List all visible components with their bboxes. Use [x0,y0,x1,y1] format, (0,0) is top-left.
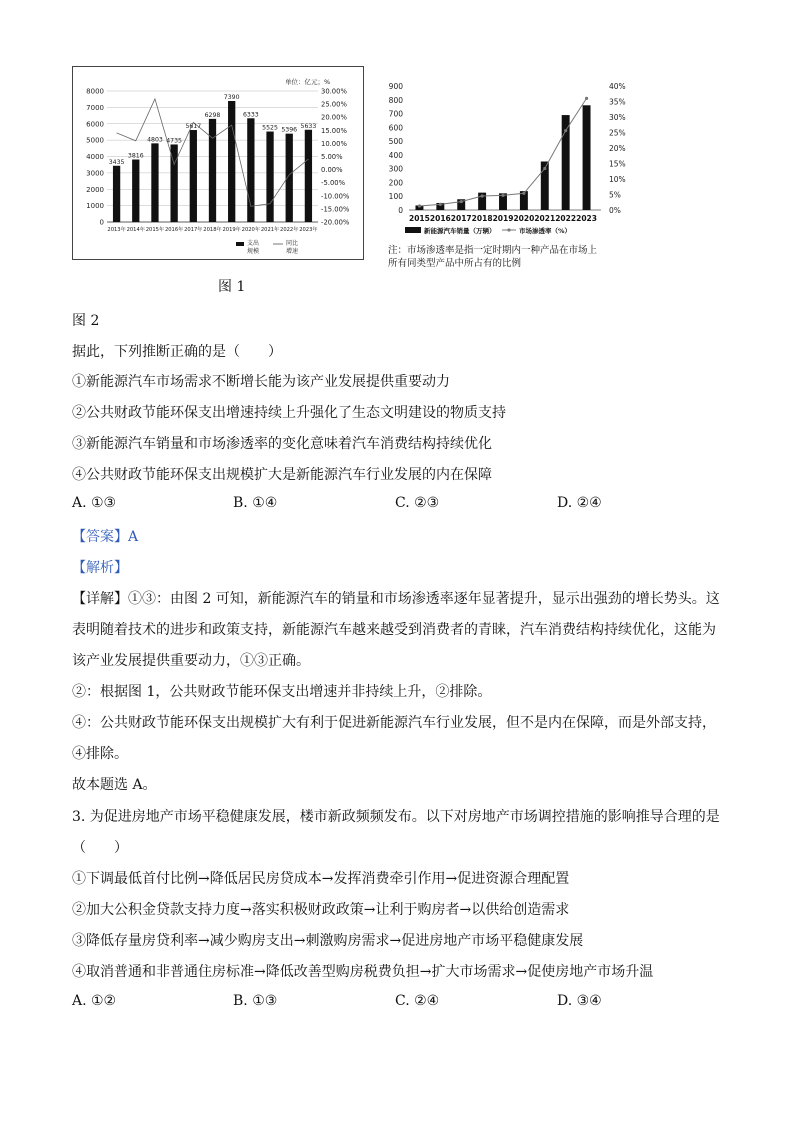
chart-1-x-tick: 2017年 [184,227,203,233]
chart-2-penetration-point [585,97,588,100]
q3-option-a: A. ①② [72,993,117,1009]
chart-2-penetration-point [439,203,442,206]
chart-1-y-right-tick: -5.00% [321,179,346,188]
chart-1-x-tick: 2013年 [107,227,126,233]
chart-2-y-left-tick: 600 [388,123,403,133]
chart-1-y-left-tick: 5000 [86,136,104,145]
chart-2-y-right-tick: 10% [609,175,626,184]
figure-1-caption: 图 1 [218,279,246,295]
chart-1-x-tick: 2022年 [280,227,299,233]
conclusion: 故本题选 A。 [72,777,157,793]
chart-1-bar [286,134,293,222]
chart-1-y-left-tick: 7000 [86,103,104,112]
q3-statement-1: ①下调最低首付比例→降低居民房贷成本→发挥消费牵引作用→促进资源合理配置 [72,871,570,887]
legend-bar-label-1: 支出 [247,240,260,247]
legend-line-label-2: 增速 [286,248,299,255]
chart-2-y-left-tick: 0 [398,206,403,215]
statement-2: ②公共财政节能环保支出增速持续上升强化了生态文明建设的物质支持 [72,405,506,421]
q3-option-c: C. ②④ [395,993,440,1009]
chart-2-y-right-tick: 35% [609,97,626,107]
chart-1-bar [132,160,139,222]
chart-2-y-right-tick: 5% [609,190,621,200]
figure-2-note-line-1: 注：市场渗透率是指一定时期内一种产品在市场上 [388,245,598,256]
chart-2-y-right-tick: 30% [609,113,626,122]
chart-2-penetration-point [543,167,546,170]
statement-4: ④公共财政节能环保支出规模扩大是新能源汽车行业发展的内在保障 [72,467,492,483]
chart-2-legend [405,226,571,235]
statement-3: ③新能源汽车销量和市场渗透率的变化意味着汽车消费结构持续优化 [72,436,492,452]
question-3-stem: 3. 为促进房地产市场平稳健康发展，楼市新政频频发布。以下对房地产市场调控措施的影响推导合理的是 [72,809,720,825]
chart-2-x-tick: 2022 [555,214,577,223]
chart-1-bar [305,130,312,222]
statement-1: ①新能源汽车市场需求不断增长能为该产业发展提供重要动力 [72,374,450,390]
chart-1-data-label: 5525 [262,124,278,132]
chart-1-svg [73,67,363,259]
figure-2 [385,78,635,268]
chart-1-data-label: 6298 [204,111,221,119]
chart-2-penetration-line [419,98,586,206]
question-3-stem-cont: （ ） [72,840,128,856]
legend-line-label-1: 同比 [286,240,299,247]
chart-2-penetration-point [564,129,567,132]
legend-bar-label: 新能源汽车销量（万辆） [424,227,496,235]
chart-1-y-left-tick: 4000 [86,153,104,161]
figure-2-note-line-2: 所有同类型产品中所占有的比例 [388,258,522,269]
chart-2-y-right-tick: 25% [609,128,626,138]
question-stem: 据此，下列推断正确的是（ ） [72,344,282,360]
chart-1-y-left-tick: 6000 [86,120,104,129]
chart-1-data-label: 5617 [185,123,202,131]
chart-1-y-right-tick: -20.00% [321,218,350,227]
q3-statement-3: ③降低存量房贷利率→减少购房支出→刺激购房需求→促进房地产市场平稳健康发展 [72,933,584,949]
chart-1-bar [228,101,235,222]
chart-2-y-left-tick: 900 [388,82,403,91]
option-b: B. ①④ [233,495,278,511]
chart-2-y-left-tick: 500 [388,137,403,147]
chart-1-y-right-tick: 20.00% [321,113,347,122]
chart-2-y-right-tick: 0% [609,206,621,215]
chart-2-penetration-point [418,204,421,207]
option-d: D. ②④ [557,495,602,511]
q3-statement-2: ②加大公积金贷款支持力度→落实积极财政政策→让利于购房者→以供给创造需求 [72,902,570,918]
chart-2-y-left-tick: 400 [388,150,403,160]
chart-1-bar [209,119,216,222]
chart-1-y-right-tick: 15.00% [321,126,347,135]
chart-1-bar [113,166,120,222]
chart-1-data-label: 7390 [223,93,240,101]
analysis-heading: 【解析】 [72,560,128,576]
chart-1-x-tick: 2020年 [241,227,261,233]
chart-2-x-tick: 2019 [492,214,514,223]
chart-1-y-right-tick: 30.00% [321,87,347,96]
chart-2-bar [583,105,591,210]
chart-2-x-tick: 2017 [450,214,472,223]
q3-option-d: D. ③④ [557,993,602,1009]
legend-bar-swatch [405,227,421,233]
chart-2-penetration-point [460,200,463,203]
detail-line-5: ④：公共财政节能环保支出规模扩大有利于促进新能源汽车行业发展，但不是内在保障，而是外部支持， [72,715,716,731]
chart-2-y-left-tick: 700 [388,109,403,119]
chart-1-data-label: 3435 [108,158,125,166]
chart-1-y-left-tick: 8000 [86,87,104,96]
chart-1-bar [266,132,273,222]
detail-line-3: 该产业发展提供重要动力，①③正确。 [72,653,310,669]
chart-1-bar [190,130,197,222]
chart-1-y-right-tick: -15.00% [321,205,350,214]
chart-1-y-right-tick: 25.00% [321,100,347,109]
chart-1-x-tick: 2018年 [203,227,222,233]
chart-2-penetration-point [501,194,504,197]
chart-2-x-tick: 2018 [471,214,493,223]
chart-2-y-right-tick: 15% [609,159,626,169]
detail-line-2: 表明随着技术的进步和政策支持，新能源汽车越来越受到消费者的青睐，汽车消费结构持续优化，这能为 [72,622,716,638]
chart-1-data-label: 3816 [127,152,144,160]
q3-option-b: B. ①③ [233,993,278,1009]
option-a: A. ①③ [72,495,117,511]
chart-1-x-tick: 2019年 [222,227,241,233]
chart-2-x-tick: 2015 [409,214,430,223]
chart-1-y-right-tick: 5.00% [321,153,343,161]
chart-1-x-tick: 2023年 [299,227,318,233]
chart-2-y-right-tick: 20% [609,144,626,153]
chart-1-data-label: 4803 [147,136,163,144]
chart-1-y-right-tick: 10.00% [321,139,347,148]
chart-1-unit: 单位：亿元；% [285,78,331,86]
detail-line-1: 【详解】①③：由图 2 可知，新能源汽车的销量和市场渗透率逐年显著提升，显示出强劲的增长势头。这 [72,591,720,607]
answer: 【答案】A [72,529,139,545]
chart-2-svg [385,78,635,268]
chart-1-bar [151,143,158,222]
legend-line-label: 市场渗透率（%） [519,227,572,235]
chart-1-data-label: 6333 [242,111,259,119]
chart-2-y-left-tick: 100 [388,192,403,202]
chart-1-y-right-tick: 0.00% [321,166,343,175]
legend-bar-swatch [236,242,244,246]
legend-line-marker [507,228,510,231]
chart-1-y-left-tick: 0 [99,218,104,227]
chart-1-x-tick: 2015年 [145,227,165,233]
chart-2-y-left-tick: 300 [388,164,403,174]
detail-line-6: ④排除。 [72,746,128,762]
chart-2-y-left-tick: 800 [388,95,403,105]
chart-1-data-label: 5396 [281,126,298,134]
chart-1-y-left-tick: 2000 [86,185,104,194]
chart-1-y-left-tick: 3000 [86,169,104,178]
chart-1-x-tick: 2016年 [164,227,184,233]
chart-2-y-left-tick: 200 [388,178,403,188]
chart-1-data-label: 4735 [166,137,183,145]
chart-2-y-right-tick: 40% [609,82,626,91]
option-c: C. ②③ [395,495,440,511]
chart-1-y-left-tick: 1000 [86,202,104,211]
chart-2-penetration-point [481,194,484,197]
legend-bar-label-2: 规模 [247,248,260,255]
chart-2-penetration-point [522,192,525,195]
chart-2-x-tick: 2016 [429,214,451,223]
detail-line-4: ②：根据图 1，公共财政节能环保支出增速并非持续上升，②排除。 [72,684,492,700]
q3-statement-4: ④取消普通和非普通住房标准→降低改善型购房税费负担→扩大市场需求→促使房地产市场升温 [72,964,654,980]
chart-1-y-right-tick: -10.00% [321,192,350,201]
chart-2-x-tick: 2020 [513,214,535,223]
chart-1-data-label: 5633 [300,122,317,130]
chart-1-legend [236,239,298,255]
figure-1 [72,66,364,260]
figure-2-label: 图 2 [72,313,100,329]
chart-2-x-tick: 2023 [576,214,597,223]
chart-1-x-tick: 2021年 [260,227,280,233]
chart-1-x-tick: 2014年 [126,227,145,233]
chart-2-x-tick: 2021 [534,214,556,223]
